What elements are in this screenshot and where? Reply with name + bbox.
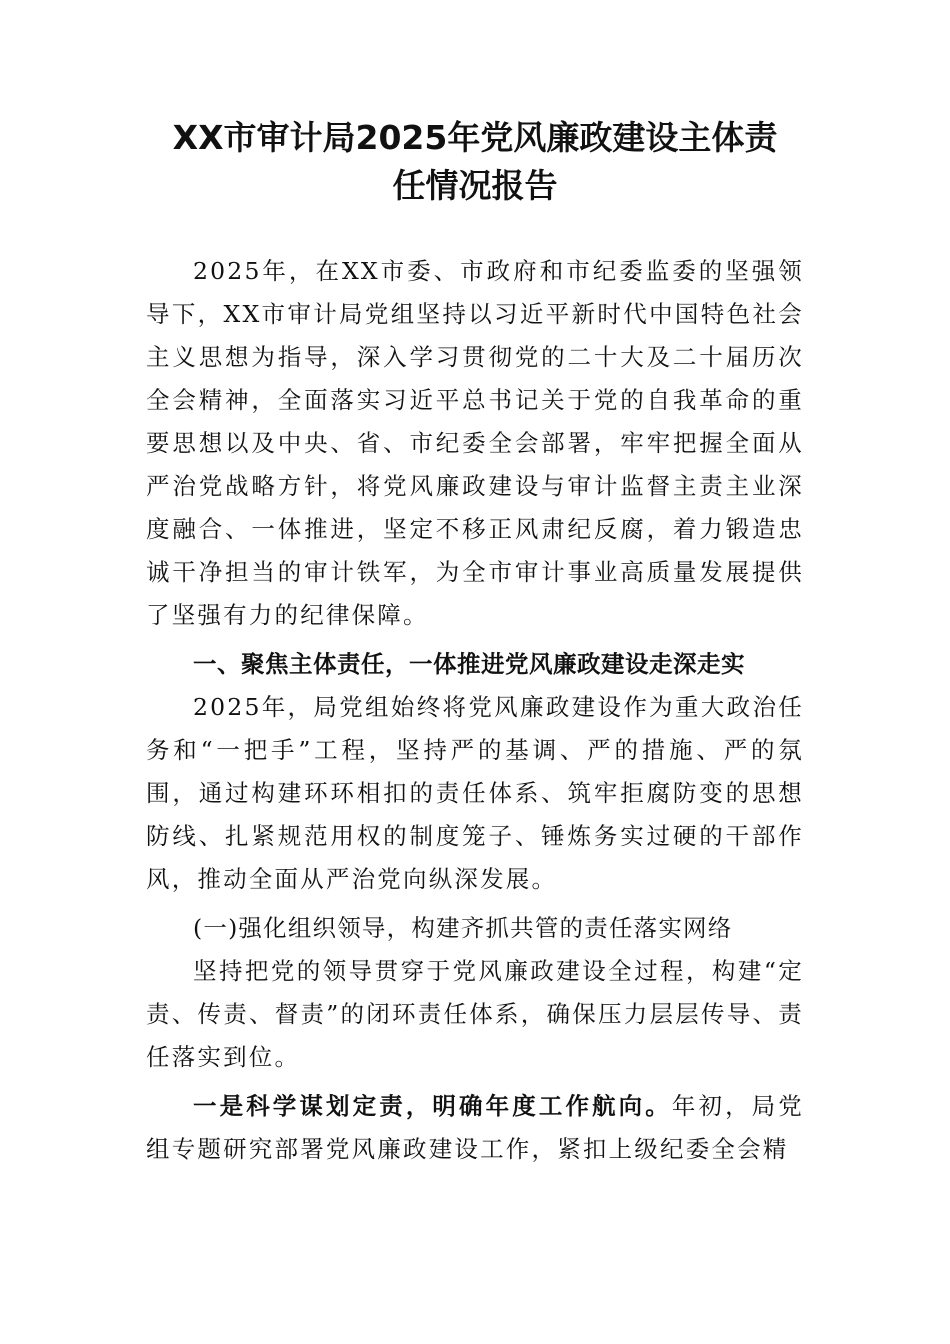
title-line-1: XX市审计局2025年党风廉政建设主体责 [172,118,778,157]
point-1-paragraph [146,1085,804,1171]
section-1-heading: 一、聚焦主体责任，一体推进党风廉政建设走深走实 [193,650,745,678]
intro-paragraph: 2025年，在XX市委、市政府和市纪委监委的坚强领导下，XX市审计局党组坚持以习近平新时代中国特色社会主义思想为指导，深入学习贯彻党的二十大及二十届历次全会精神，全面落实习近平总书记关于党的自我革命的重要思想以及中央、省、市纪委全会部署，牢牢把握全面从严治党战略方针，将党风廉政建设与审计监督主责主业深度融合、一体推进，坚定不移正风肃纪反腐，着力锻造忠诚干净担当的审计铁军，为全市审计事业高质量发展提供了坚强有力的纪律保障。 [146,257,804,629]
point-1-text: 年初，局党组专题研究部署党风廉政建设工作，紧扣上级纪委全会精 [146,1092,804,1163]
section-1-paragraph: 2025年，局党组始终将党风廉政建设作为重大政治任务和“一把手”工程，坚持严的基调、严的措施、严的氛围，通过构建环环相扣的责任体系、筑牢拒腐防变的思想防线、扎紧规范用权的制度笼子、锤炼务实过硬的干部作风，推动全面从严治党向纵深发展。 [146,693,804,893]
title-line-2: 任情况报告 [392,166,558,205]
document-body [146,250,804,1171]
subsection-1-paragraph: 坚持把党的领导贯穿于党风廉政建设全过程，构建“定责、传责、督责”的闭环责任体系，确保压力层层传导、责任落实到位。 [146,957,804,1071]
document-title [140,114,810,210]
point-1-lead: 一是科学谋划定责，明确年度工作航向。 [193,1092,672,1120]
subsection-1-heading: (一)强化组织领导，构建齐抓共管的责任落实网络 [193,914,733,942]
